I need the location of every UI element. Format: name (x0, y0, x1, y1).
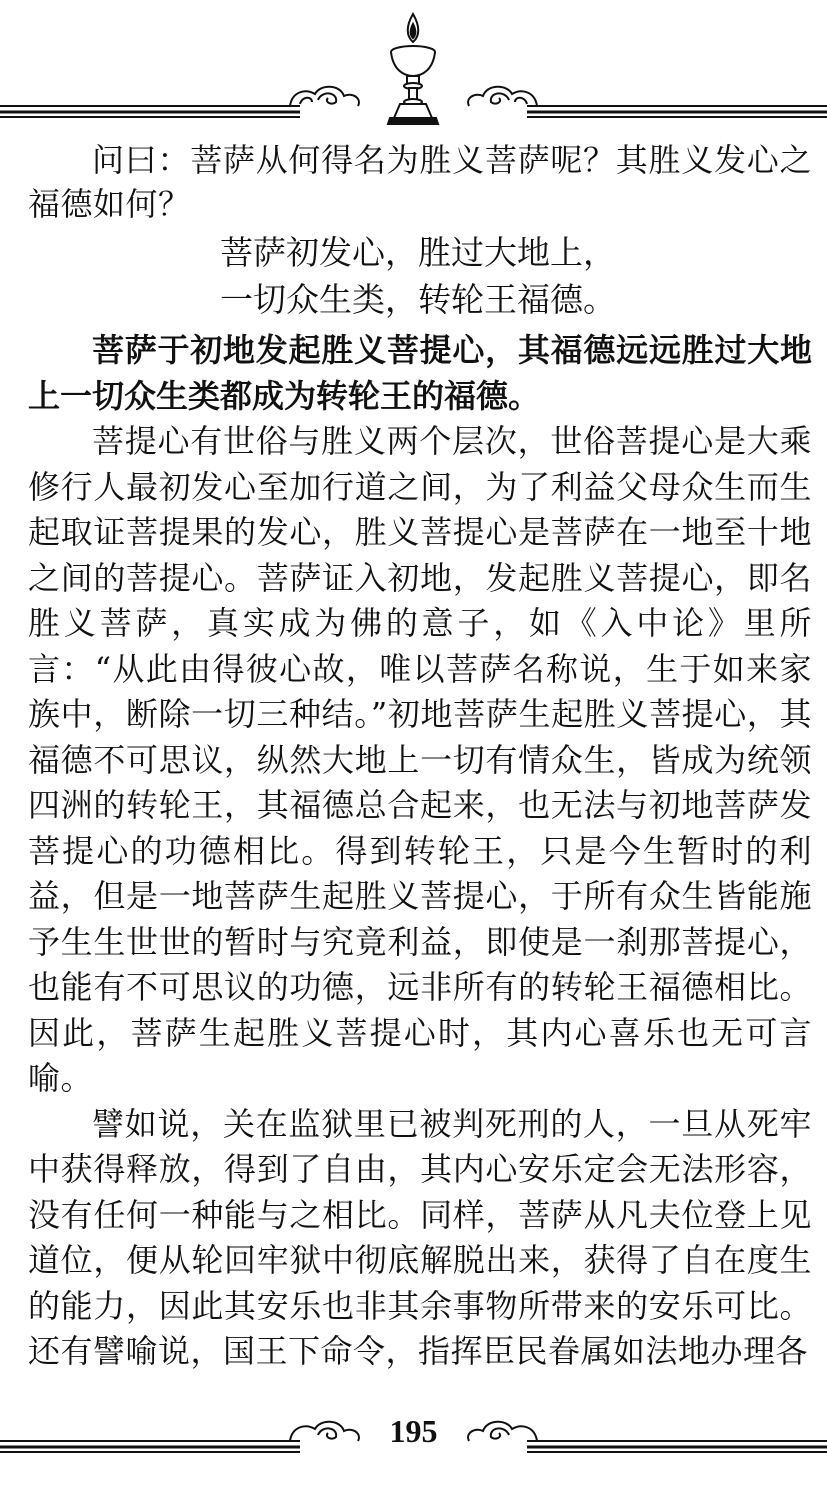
header-ornament (0, 0, 827, 135)
page-number: 195 (389, 1413, 438, 1449)
footer-ornament (0, 1405, 827, 1475)
verse-line-1: 菩萨初发心，胜过大地上， (220, 233, 616, 272)
question-paragraph: 问曰：菩萨从何得名为胜义菩萨呢？其胜义发心之福德如何？ (28, 141, 812, 223)
commentary-paragraph-1: 菩提心有世俗与胜义两个层次，世俗菩提心是大乘修行人最初发心至加行道之间，为了利益父母众生而生起取证菩提果的发心，胜义菩提心是菩萨在一地至十地之间的菩提心。菩萨证入初地，发起胜义菩提心，即名胜义菩萨，真实成为佛的意子，如《入中论》里所言：“从此由得彼心故，唯以菩萨名称说，生于如来家族中，断除一切三种结。”初地菩萨生起胜义菩提心，其福德不可思议，纵然大地上一切有情众生，皆成为统领四洲的转轮王，其福德总合起来，也无法与初地菩萨发菩提心的功德相比。得到转轮王，只是今生暂时的利益，但是一地菩萨生起胜义菩提心，于所有众生皆能施予生生世世的暂时与究竟利益，即使是一刹那菩提心，也能有不可思议的功德，远非所有的转轮王福德相比。因此，菩萨生起胜义菩提心时，其内心喜乐也无可言喻。 (28, 422, 812, 1097)
verse-line-2: 一切众生类，转轮王福德。 (220, 280, 616, 319)
page-body (28, 138, 812, 1375)
summary-paragraph: 菩萨于初地发起胜义菩提心，其福德远远胜过大地上一切众生类都成为转轮王的福德。 (28, 331, 812, 415)
verse-block (28, 229, 812, 323)
commentary-paragraph-2: 譬如说，关在监狱里已被判死刑的人，一旦从死牢中获得释放，得到了自由，其内心安乐定会无法形容，没有任何一种能与之相比。同样，菩萨从凡夫位登上见道位，便从轮回牢狱中彻底解脱出来，获得了自在度生的能力，因此其安乐也非其余事物所带来的安乐可比。还有譬喻说，国王下命令，指挥臣民眷属如法地办理各 (28, 1104, 812, 1370)
butter-lamp-icon (0, 0, 827, 135)
